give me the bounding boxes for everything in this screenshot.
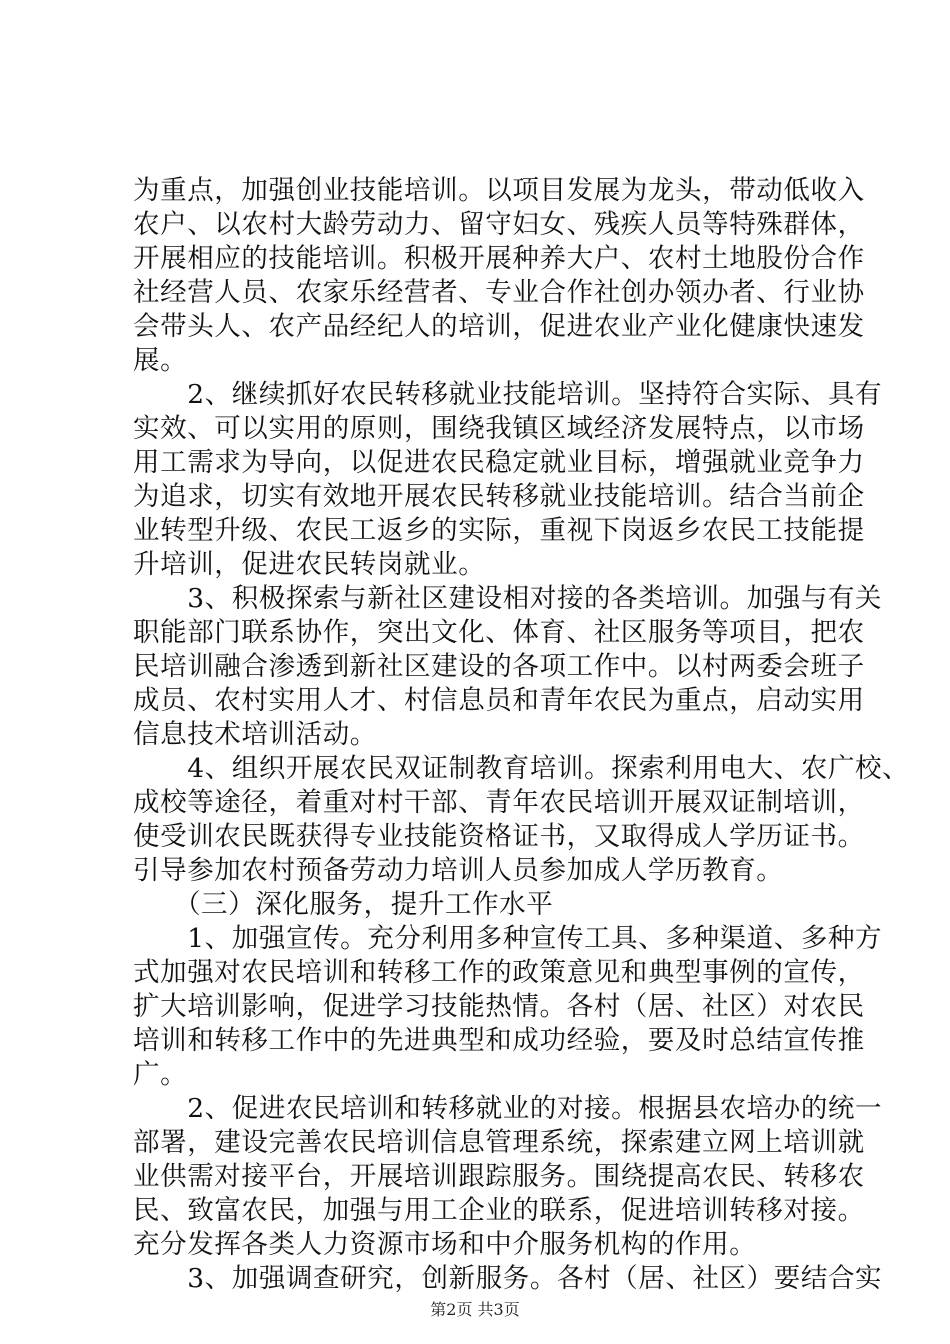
body-text-line: 民培训融合渗透到新社区建设的各项工作中。以村两委会班子 bbox=[133, 651, 865, 682]
body-text-line: 升培训，促进农民转岗就业。 bbox=[133, 549, 486, 580]
body-text-line: 3、积极探索与新社区建设相对接的各类培训。加强与有关 bbox=[133, 583, 883, 614]
body-text-line: 充分发挥各类人力资源市场和中介服务机构的作用。 bbox=[133, 1229, 757, 1260]
body-text-line: 1、加强宣传。充分利用多种宣传工具、多种渠道、多种方 bbox=[133, 923, 883, 954]
body-text-line: 为重点，加强创业技能培训。以项目发展为龙头，带动低收入 bbox=[133, 175, 865, 206]
body-text-line: 为追求，切实有效地开展农民转移就业技能培训。结合当前企 bbox=[133, 481, 865, 512]
section-heading: （三）深化服务，提升工作水平 bbox=[133, 889, 554, 920]
body-text-line: 业供需对接平台，开展培训跟踪服务。围绕提高农民、转移农 bbox=[133, 1161, 865, 1192]
body-text-line: 培训和转移工作中的先进典型和成功经验，要及时总结宣传推 bbox=[133, 1025, 865, 1056]
body-text-line: 成校等途径，着重对村干部、青年农民培训开展双证制培训， bbox=[133, 787, 865, 818]
body-text-line: 成员、农村实用人才、村信息员和青年农民为重点，启动实用 bbox=[133, 685, 865, 716]
body-text-line: 实效、可以实用的原则，围绕我镇区域经济发展特点，以市场 bbox=[133, 413, 865, 444]
body-text-line: 部署，建设完善农民培训信息管理系统，探索建立网上培训就 bbox=[133, 1127, 865, 1158]
body-text-line: 用工需求为导向，以促进农民稳定就业目标，增强就业竞争力 bbox=[133, 447, 865, 478]
body-text-line: 民、致富农民，加强与用工企业的联系，促进培训转移对接。 bbox=[133, 1195, 865, 1226]
body-text-line: 职能部门联系协作，突出文化、体育、社区服务等项目，把农 bbox=[133, 617, 865, 648]
body-text-line: 广。 bbox=[133, 1059, 188, 1090]
body-text-line: 展。 bbox=[133, 345, 188, 376]
body-text-line: 扩大培训影响，促进学习技能热情。各村（居、社区）对农民 bbox=[133, 991, 865, 1022]
body-text-line: 社经营人员、农家乐经营者、专业合作社创办领办者、行业协 bbox=[133, 277, 865, 308]
page-number-footer: 第2页 共3页 bbox=[430, 1300, 520, 1319]
body-text-line: 4、组织开展农民双证制教育培训。探索利用电大、农广校、 bbox=[133, 753, 910, 784]
body-text-line: 式加强对农民培训和转移工作的政策意见和典型事例的宣传， bbox=[133, 957, 865, 988]
body-text-line: 业转型升级、农民工返乡的实际，重视下岗返乡农民工技能提 bbox=[133, 515, 865, 546]
body-text-line: 2、继续抓好农民转移就业技能培训。坚持符合实际、具有 bbox=[133, 379, 883, 410]
body-text-line: 开展相应的技能培训。积极开展种养大户、农村土地股份合作 bbox=[133, 243, 865, 274]
body-text-line: 使受训农民既获得专业技能资格证书，又取得成人学历证书。 bbox=[133, 821, 865, 852]
body-text-line: 会带头人、农产品经纪人的培训，促进农业产业化健康快速发 bbox=[133, 311, 865, 342]
body-text-line: 3、加强调查研究，创新服务。各村（居、社区）要结合实 bbox=[133, 1263, 883, 1294]
body-text-line: 农户、以农村大龄劳动力、留守妇女、残疾人员等特殊群体， bbox=[133, 209, 865, 240]
body-text-line: 引导参加农村预备劳动力培训人员参加成人学历教育。 bbox=[133, 855, 784, 886]
body-text-line: 信息技术培训活动。 bbox=[133, 719, 377, 750]
body-text-line: 2、促进农民培训和转移就业的对接。根据县农培办的统一 bbox=[133, 1093, 883, 1124]
